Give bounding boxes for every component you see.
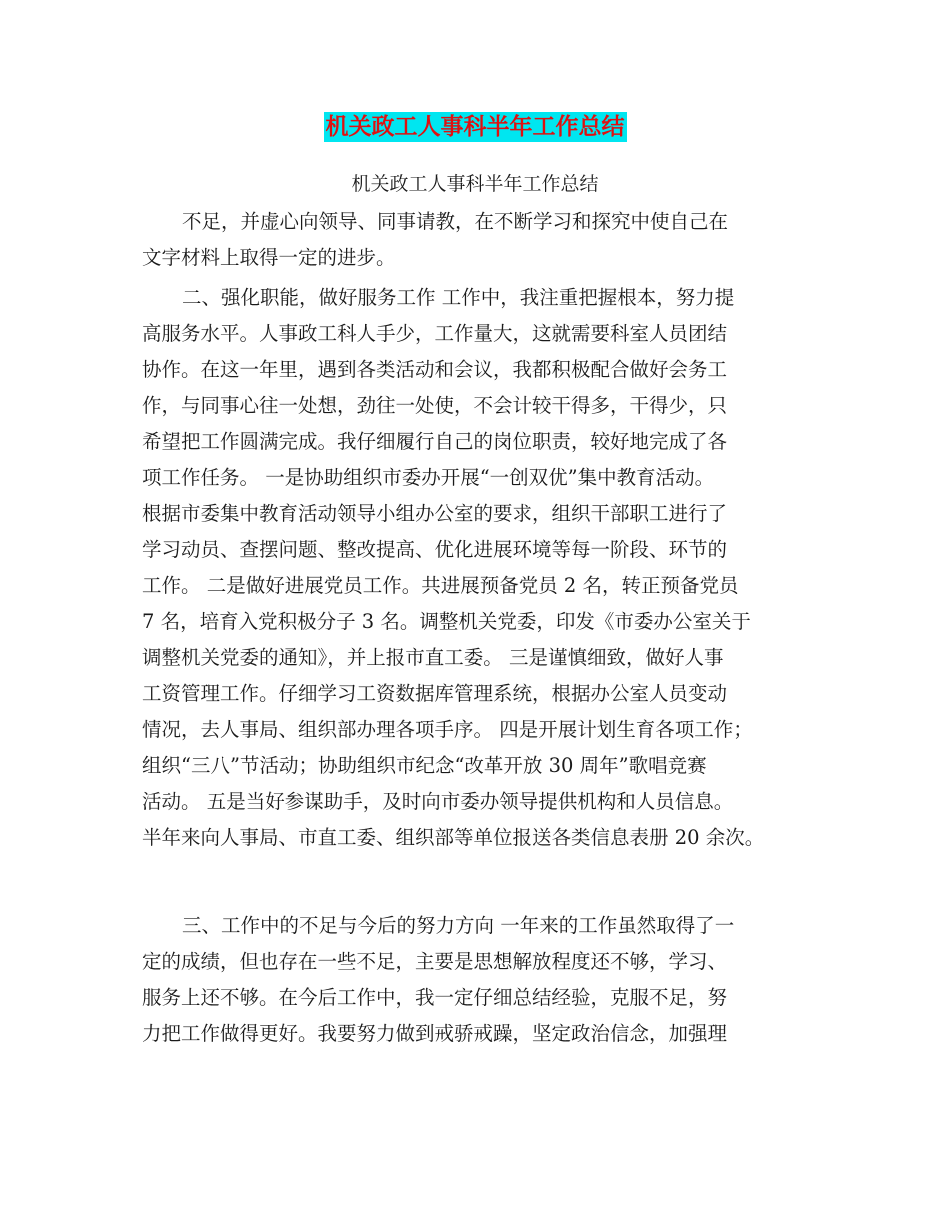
text-line: 半年来向人事局、市直工委、组织部等单位报送各类信息表册 20 余次。 [142,826,765,849]
paragraph-3 [142,908,806,1052]
text-line: 根据市委集中教育活动领导小组办公室的要求，组织干部职工进行了 [142,502,728,525]
text-line: 高服务水平。人事政工科人手少，工作量大，这就需要科室人员团结 [142,322,728,345]
text-line: 学习动员、查摆问题、整改提高、优化进展环境等每一阶段、环节的 [142,538,728,561]
text-line: 活动。 五是当好参谋助手，及时向市委办领导提供机构和人员信息。 [142,790,734,813]
text-line: 7 名，培育入党积极分子 3 名。调整机关党委，印发《市委办公室关于 [142,610,751,633]
text-line: 组织“三八”节活动；协助组织市纪念“改革开放 30 周年”歌唱竞赛 [142,754,707,777]
text-line: 希望把工作圆满完成。我仔细履行自己的岗位职责，较好地完成了各 [142,430,728,453]
text-line: 工作。 二是做好进展党员工作。共进展预备党员 2 名，转正预备党员 [142,574,739,597]
text-line: 协作。在这一年里，遇到各类活动和会议，我都积极配合做好会务工 [142,358,728,381]
text-line: 工资管理工作。仔细学习工资数据库管理系统，根据办公室人员变动 [142,682,728,705]
title-container [0,112,950,142]
text-line: 项工作任务。 一是协助组织市委办开展“一创双优”集中教育活动。 [142,466,715,489]
text-line: 情况，去人事局、组织部办理各项手序。 四是开展计划生育各项工作； [142,718,753,741]
paragraph-2 [142,280,806,856]
text-line: 服务上还不够。在今后工作中，我一定仔细总结经验，克服不足，努 [142,986,728,1009]
text-line: 不足，并虚心向领导、同事请教，在不断学习和探究中使自己在 [182,210,729,233]
text-line: 三、工作中的不足与今后的努力方向 一年来的工作虽然取得了一 [182,914,735,937]
text-line: 力把工作做得更好。我要努力做到戒骄戒躁，坚定政治信念，加强理 [142,1022,728,1045]
text-line: 作，与同事心往一处想，劲往一处使，不会计较干得多，干得少，只 [142,394,728,417]
text-line: 调整机关党委的通知》，并上报市直工委。 三是谨慎细致，做好人事 [142,646,724,669]
document-title: 机关政工人事科半年工作总结 [325,114,625,140]
document-subtitle: 机关政工人事科半年工作总结 [351,173,599,195]
text-line: 二、强化职能，做好服务工作 工作中，我注重把握根本，努力提 [182,286,735,309]
text-line: 文字材料上取得一定的进步。 [142,246,396,269]
paragraph-1 [142,204,806,276]
text-line: 定的成绩，但也存在一些不足，主要是思想解放程度还不够，学习、 [142,950,728,973]
